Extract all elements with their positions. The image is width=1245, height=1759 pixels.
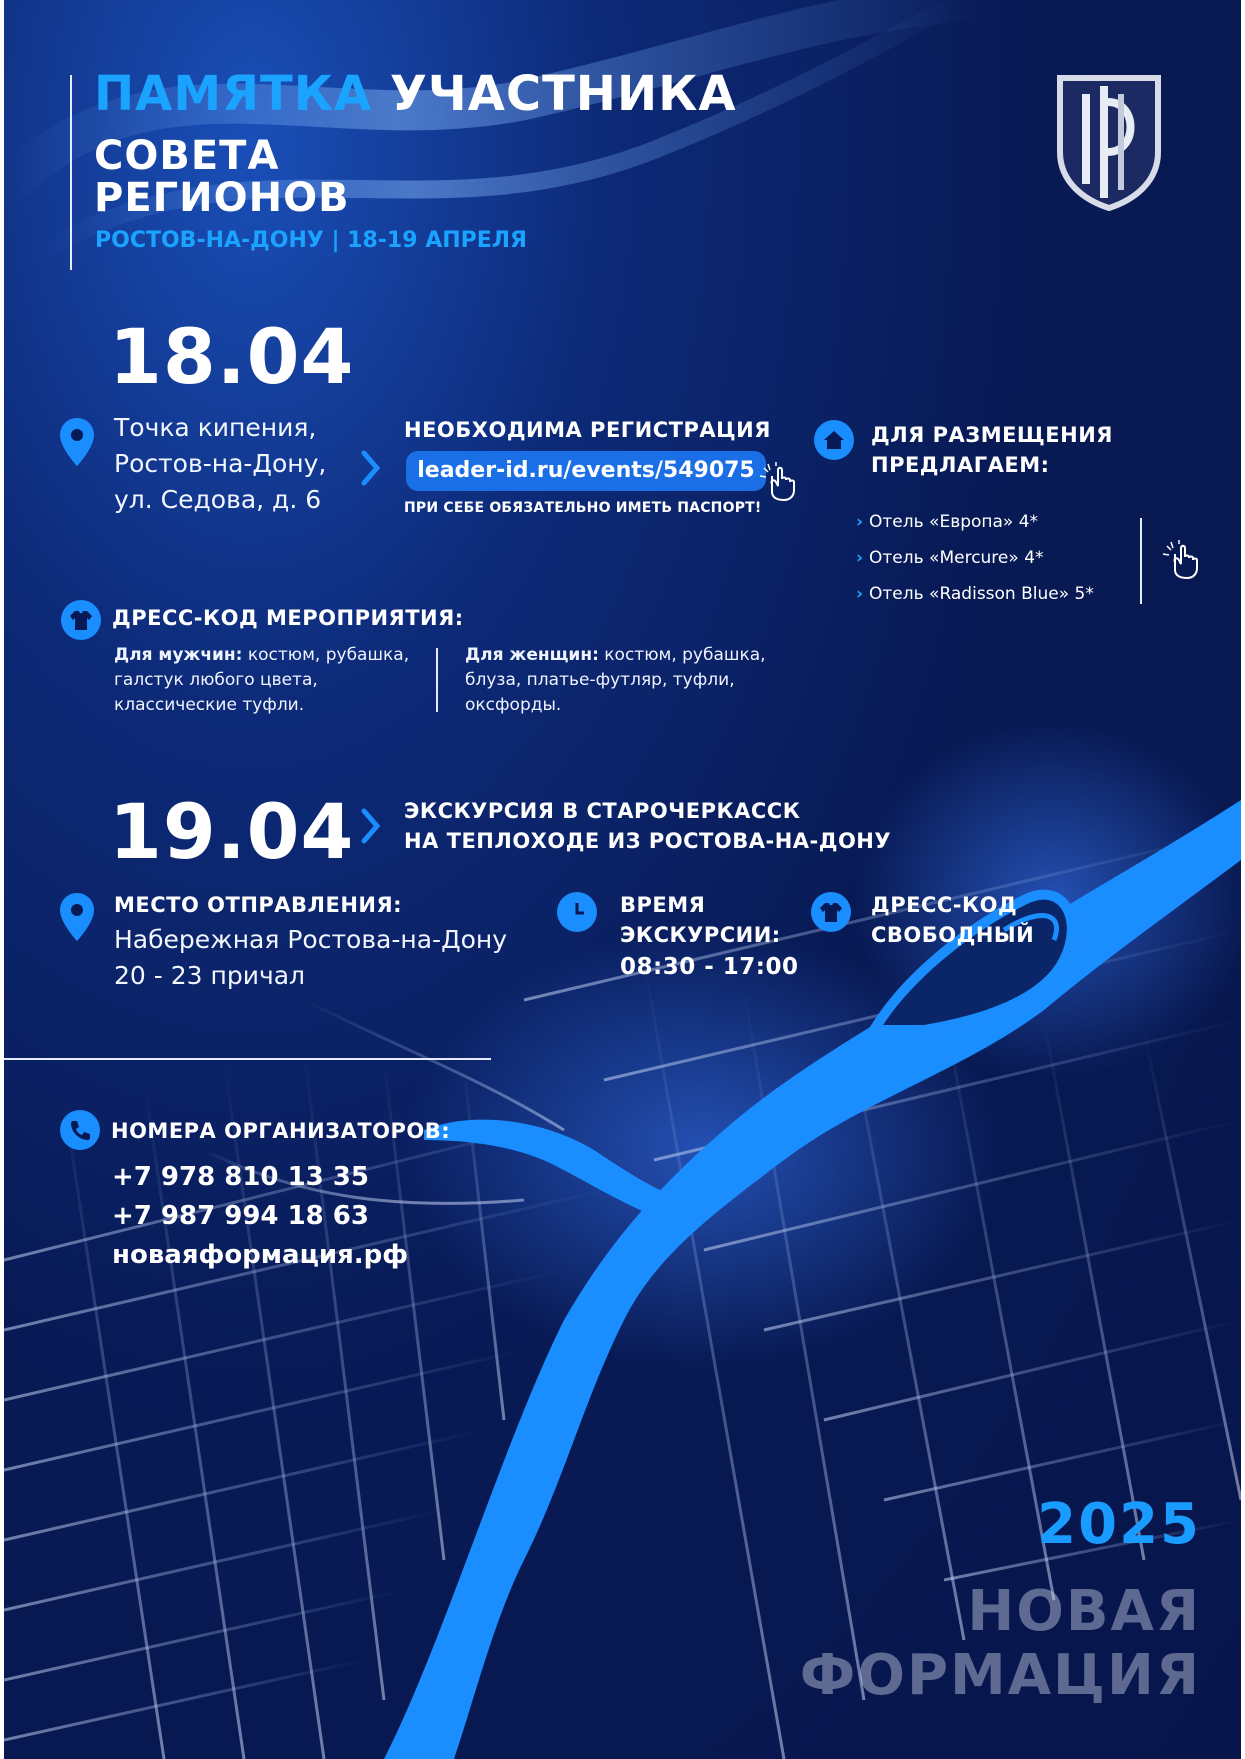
departure-title: МЕСТО ОТПРАВЛЕНИЯ: <box>114 893 403 917</box>
accommodation-title-line: ДЛЯ РАЗМЕЩЕНИЯ <box>871 423 1113 447</box>
clock-icon <box>557 892 597 932</box>
hotel-item[interactable] <box>856 584 1094 604</box>
chevron-right-icon: › <box>856 512 864 532</box>
hotel-item[interactable] <box>856 548 1044 568</box>
dresscode-women <box>465 643 785 718</box>
dresscode-divider <box>436 648 438 712</box>
tshirt-icon <box>61 600 101 640</box>
men-text: костюм, рубашка, <box>242 645 410 665</box>
day2-dresscode <box>871 890 1034 950</box>
men-text: галстук любого цвета, <box>114 670 318 690</box>
home-icon <box>814 420 854 460</box>
departure-line: 20 - 23 причал <box>114 961 306 990</box>
year: 2025 <box>1037 1492 1201 1557</box>
section-divider <box>4 1058 491 1060</box>
day1-location <box>114 410 326 518</box>
brand-wordmark <box>800 1580 1201 1708</box>
phone-number[interactable]: +7 978 810 13 35 <box>112 1162 369 1192</box>
phone-icon <box>60 1110 100 1150</box>
accommodation-title-line: ПРЕДЛАГАЕМ: <box>871 453 1050 477</box>
chevron-right-icon: › <box>856 548 864 568</box>
brand-line: НОВАЯ <box>967 1579 1201 1644</box>
chevron-right-icon <box>361 450 381 486</box>
time-value: 08:30 - 17:00 <box>620 954 799 980</box>
brand-line: ФОРМАЦИЯ <box>799 1643 1201 1708</box>
location-line: Точка кипения, <box>114 413 317 442</box>
hotel-label: Отель «Radisson Blue» 5* <box>869 584 1094 604</box>
women-label: Для женщин: <box>465 645 599 665</box>
registration-title: НЕОБХОДИМА РЕГИСТРАЦИЯ <box>404 418 771 442</box>
chevron-right-icon: › <box>856 584 864 604</box>
time-title <box>620 890 798 982</box>
title-blue: ПАМЯТКА <box>94 66 373 122</box>
excursion-line: НА ТЕПЛОХОДЕ ИЗ РОСТОВА-НА-ДОНУ <box>404 829 892 853</box>
shield-logo-icon <box>1054 72 1164 212</box>
chevron-right-icon <box>361 808 381 844</box>
phone-number[interactable]: +7 987 994 18 63 <box>112 1201 369 1231</box>
poster <box>4 0 1241 1759</box>
day1-date: 18.04 <box>109 312 355 401</box>
passport-note: ПРИ СЕБЕ ОБЯЗАТЕЛЬНО ИМЕТЬ ПАСПОРТ! <box>404 500 762 516</box>
title-white: УЧАСТНИКА <box>389 66 737 122</box>
dresscode-title: ДРЕСС-КОД МЕРОПРИЯТИЯ: <box>112 606 464 630</box>
title-line3: РЕГИОНОВ <box>94 175 350 221</box>
hotels-divider <box>1140 518 1142 604</box>
day2-date: 19.04 <box>109 787 355 876</box>
departure-line: Набережная Ростова-на-Дону <box>114 925 508 954</box>
dresscode-men <box>114 643 424 718</box>
page-title-line1 <box>94 66 737 122</box>
subtitle: РОСТОВ-НА-ДОНУ | 18-19 АПРЕЛЯ <box>95 228 527 253</box>
map-pin-icon <box>60 418 94 466</box>
excursion-title <box>404 796 891 856</box>
accommodation-title <box>871 420 1113 480</box>
women-text: оксфорды. <box>465 695 562 715</box>
time-title-line: ВРЕМЯ <box>620 893 706 917</box>
departure-place <box>114 922 507 994</box>
page-title-line2 <box>94 135 350 219</box>
men-label: Для мужчин: <box>114 645 243 665</box>
hotel-label: Отель «Mercure» 4* <box>869 548 1044 568</box>
day2-dresscode-line: ДРЕСС-КОД <box>871 893 1018 917</box>
women-text: блуза, платье-футляр, туфли, <box>465 670 735 690</box>
map-pin-icon <box>60 893 94 941</box>
hotel-item[interactable] <box>856 512 1038 532</box>
excursion-line: ЭКСКУРСИЯ В СТАРОЧЕРКАССК <box>404 799 801 823</box>
men-text: классические туфли. <box>114 695 305 715</box>
day2-dresscode-line: СВОБОДНЫЙ <box>871 923 1035 947</box>
pointer-hand-icon[interactable] <box>1157 540 1201 580</box>
website-link[interactable]: новаяформация.рф <box>112 1240 409 1270</box>
location-line: Ростов-на-Дону, <box>114 449 327 478</box>
hotel-label: Отель «Европа» 4* <box>869 512 1039 532</box>
contacts-title: НОМЕРА ОРГАНИЗАТОРОВ: <box>111 1119 451 1143</box>
header-divider <box>70 75 72 270</box>
time-title-line: ЭКСКУРСИИ: <box>620 923 781 947</box>
title-line2: СОВЕТА <box>94 133 280 179</box>
tshirt-icon <box>811 892 851 932</box>
pointer-hand-icon[interactable] <box>754 462 798 502</box>
women-text: костюм, рубашка, <box>598 645 766 665</box>
location-line: ул. Седова, д. 6 <box>114 485 322 514</box>
registration-link[interactable]: leader-id.ru/events/549075 <box>406 451 766 491</box>
contacts-list <box>112 1158 408 1275</box>
